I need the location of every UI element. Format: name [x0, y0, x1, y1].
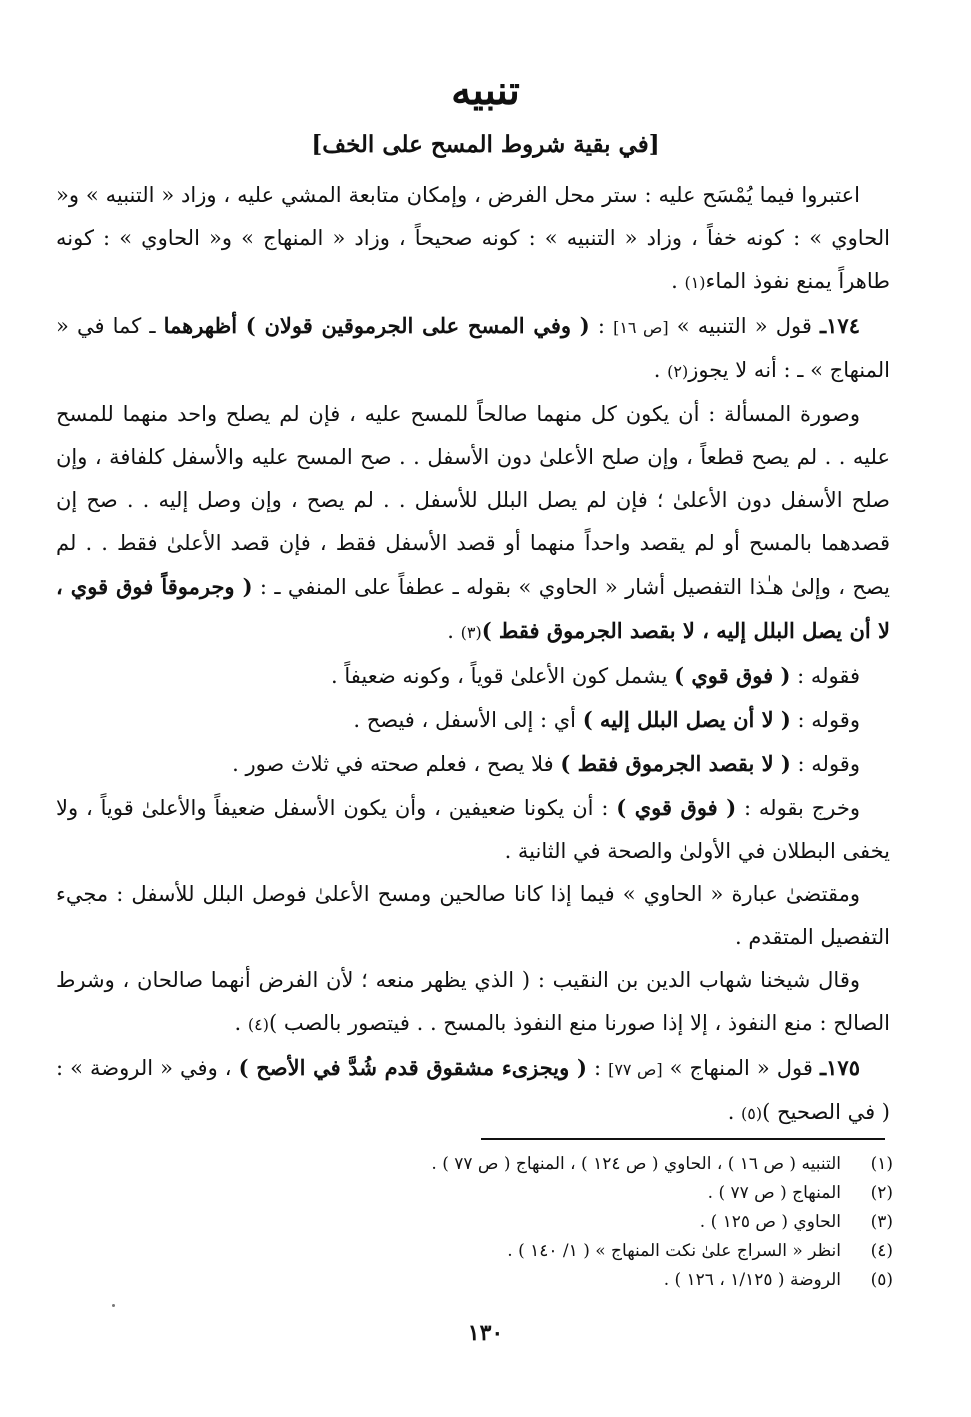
paragraph-text: .	[653, 358, 668, 382]
paragraph-text: .	[727, 1100, 742, 1124]
section-subtitle: [في بقية شروط المسح على الخف]	[311, 131, 660, 158]
paragraph-text: .	[234, 1011, 248, 1035]
paragraph	[56, 698, 890, 742]
paragraph-text: :	[589, 314, 614, 338]
paragraph	[56, 873, 890, 959]
reference-marker: [ص ١٦]	[613, 318, 669, 337]
paragraph	[56, 959, 890, 1046]
paragraph-text: اعتبروا فيما يُمْسَح عليه : ستر محل الفرض ، وإمكان متابعة المشي عليه ، وزاد « التنبيه » و« الحاوي » : كونه خفاً ، وزاد « التنبيه » : كونه صحيحاً ، وزاد « المنهاج » و« الحاوي » : كونه طاهراً يمنع نفوذ الماء	[56, 183, 890, 293]
footnote-divider	[481, 1138, 885, 1140]
paragraph-text: أي : إلى الأسفل ، فيصح .	[353, 708, 583, 732]
reference-marker: [ص ٧٧]	[608, 1060, 663, 1079]
paragraph-text: .	[671, 269, 685, 293]
paragraph-text: ـ كما في « المنهاج » ـ : أنه لا يجوز	[56, 314, 890, 382]
paragraph-text: : أن يكونا ضعيفين ، وأن يكون الأسفل ضعيفاً والأعلىٰ قوياً ، ولا يخفى البطلان في الأولىٰ والصحة في الثانية .	[56, 796, 890, 863]
footnote-number: (٤)	[870, 1241, 893, 1261]
footnote-number: (٣)	[870, 1212, 893, 1232]
reference-marker: (٢)	[667, 362, 689, 381]
footnote-item	[193, 1150, 893, 1179]
paragraph-text: وقال شيخنا شهاب الدين بن النقيب : ( الذي يظهر منعه ؛ لأن الفرض أنهما صالحان ، وشرط الصالح : منع النفوذ ، إلا إذا صورنا منع النفوذ بالمسح . . فيتصور بالصب )	[56, 968, 890, 1035]
paragraph-text: .	[447, 619, 461, 643]
paragraph-text: ، وفي « الروضة » : ( في الصحيح )	[56, 1056, 890, 1124]
footnote-text: الروضة ( ١/١٢٥ ، ١٢٦ ) .	[663, 1270, 841, 1290]
quoted-text: ( لا بقصد الجرموق فقط )	[560, 751, 791, 776]
paragraph-text: قول « التنبيه »	[668, 314, 820, 338]
page-number: ١٣٠	[467, 1320, 504, 1346]
footnote-text: المنهاج ( ص ٧٧ ) .	[707, 1183, 841, 1203]
paragraph-text: وقوله :	[790, 752, 860, 776]
paragraph	[56, 393, 890, 654]
paragraph-text: يشمل كون الأعلىٰ قوياً ، وكونه ضعيفاً .	[331, 664, 675, 688]
footnote-number: (٢)	[870, 1183, 893, 1203]
footnote-number: (١)	[870, 1154, 893, 1174]
quoted-text: ١٧٥ـ	[820, 1055, 860, 1080]
reference-marker: (٥)	[741, 1104, 763, 1123]
footnote-text: التنبيه ( ص ١٦ ) ، الحاوي ( ص ١٢٤ ) ، المنهاج ( ص ٧٧ ) .	[431, 1154, 841, 1174]
paragraph	[56, 786, 890, 873]
paragraph	[56, 742, 890, 786]
footnote-number: (٥)	[870, 1270, 893, 1290]
paragraph-text: وقوله :	[790, 708, 860, 732]
footnote-text: انظر « السراج علىٰ نكت المنهاج » ( ١/ ١٤٠ ) .	[507, 1241, 841, 1261]
quoted-text: ١٧٤ـ	[820, 313, 860, 338]
paragraph	[56, 304, 890, 393]
paragraph-text: ومقتضىٰ عبارة « الحاوي » فيما إذا كانا صالحين ومسح الأعلىٰ فوصل البلل للأسفل : مجيء التفصيل المتقدم .	[56, 882, 890, 949]
quoted-text: ( فوق قوي )	[616, 795, 737, 820]
paragraph-text: قول « المنهاج »	[662, 1056, 820, 1080]
reference-marker: (١)	[684, 273, 706, 292]
footnote-item	[193, 1179, 893, 1208]
footnote-text: الحاوي ( ص ١٢٥ ) .	[699, 1212, 841, 1232]
footnote-item	[193, 1208, 893, 1237]
paragraph-text: وصورة المسألة : أن يكون كل منهما صالحاً للمسح عليه ، فإن لم يصلح واحد منهما للمسح عليه . . لم يصح قطعاً ، وإن صلح الأعلىٰ دون الأسفل . . صح المسح عليه والأسفل كلفافة ، وإن صلح الأسفل دون الأعلىٰ ؛ فإن لم يصل البلل للأسفل . . لم يصح ، وإن وصل إليه . . صح إن قصدهما بالمسح أو لم يقصد واحداً منهما أو قصد الأسفل فقط ، فإن قصد الأعلىٰ فقط . . لم يصح ، وإلىٰ هـٰذا التفصيل أشار « الحاوي » بقوله ـ عطفاً على المنفي ـ :	[56, 402, 890, 599]
paragraph	[56, 1046, 890, 1135]
paragraph-text: :	[586, 1056, 609, 1080]
quoted-text: ( فوق قوي )	[674, 663, 791, 688]
quoted-text: ( وجرموقاً فوق قوي ، لا أن يصل البلل إليه ، لا بقصد الجرموق فقط )	[56, 574, 890, 643]
paragraph	[56, 654, 890, 698]
paragraph-text: فقوله :	[790, 664, 860, 688]
paragraph-text: وخرج بقوله :	[736, 796, 861, 820]
paragraph-text: فلا يصح ، فعلم صحته في ثلاث صور .	[232, 752, 561, 776]
paragraph	[56, 174, 890, 304]
reference-marker: (٣)	[460, 623, 482, 642]
quoted-text: ( ويجزىء مشقوق قدم شُدَّ في الأصح )	[238, 1055, 587, 1080]
reference-marker: (٤)	[247, 1015, 269, 1034]
quoted-text: ( وفي المسح على الجرموقين قولان ) أظهرهما	[163, 313, 590, 338]
footnotes	[193, 1150, 893, 1295]
footnote-item	[193, 1266, 893, 1295]
quoted-text: ( لا أن يصل البلل إليه )	[582, 707, 791, 732]
main-text	[56, 174, 890, 1135]
footnote-item	[193, 1237, 893, 1266]
section-title-ornament: تنبيه	[451, 67, 520, 114]
page-speck	[112, 1304, 115, 1307]
